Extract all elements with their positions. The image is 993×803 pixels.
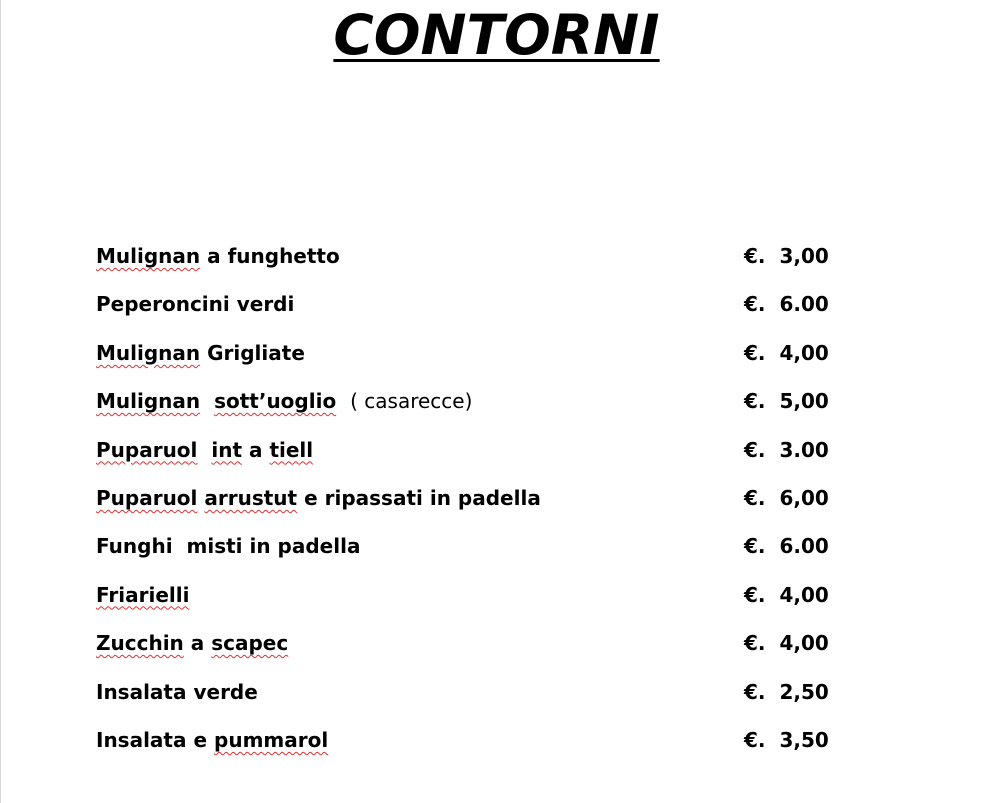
- menu-item: [96, 284, 856, 332]
- item-price: €. 4,00: [744, 582, 829, 607]
- item-name: Puparuol arrustut e ripassati in padella: [96, 485, 541, 510]
- item-name: Zucchin a scapec: [96, 631, 289, 656]
- item-name: Mulignan a funghetto: [96, 244, 340, 268]
- item-price: €. 4,00: [744, 631, 829, 656]
- spellcheck-word: pummarol: [214, 727, 329, 752]
- spellcheck-word: Puparuol: [96, 485, 198, 510]
- item-price: €. 6.00: [744, 292, 829, 317]
- item-price: €. 3,50: [744, 727, 829, 752]
- item-name-text: [96, 389, 350, 413]
- item-note: ( casarecce): [350, 389, 473, 414]
- spellcheck-word: arrustut: [204, 485, 298, 510]
- spellcheck-word: Zucchin: [96, 631, 184, 656]
- item-price: €. 3,00: [744, 244, 829, 268]
- menu-item: [96, 333, 856, 381]
- item-price: €. 2,50: [744, 679, 829, 704]
- page-title: [0, 2, 993, 68]
- menu-item: [96, 381, 856, 429]
- spellcheck-word: Friarielli: [96, 582, 190, 607]
- menu-item: [96, 672, 856, 720]
- item-name: Mulignan Grigliate: [96, 340, 305, 365]
- item-name: Insalata e pummarol: [96, 727, 329, 752]
- item-price: €. 4,00: [744, 340, 829, 365]
- item-name: Funghi misti in padella: [96, 534, 361, 559]
- spellcheck-word: scapec: [211, 631, 289, 656]
- item-price: €. 6.00: [744, 534, 829, 559]
- item-name: Peperoncini verdi: [96, 292, 295, 317]
- menu-item: [96, 623, 856, 671]
- spellcheck-word: Mulignan: [96, 389, 201, 414]
- item-name: [96, 575, 189, 615]
- spellcheck-word: Mulignan: [96, 340, 201, 365]
- menu-item: [96, 720, 856, 768]
- menu-item: [96, 526, 856, 574]
- menu-item: [96, 575, 856, 623]
- item-price: €. 3.00: [744, 437, 829, 462]
- item-price: €. 5,00: [744, 389, 829, 414]
- spellcheck-word: Puparuol: [96, 437, 198, 462]
- item-name-with-note: [96, 381, 472, 421]
- menu-item: [96, 430, 856, 478]
- item-price: €. 6,00: [744, 485, 829, 510]
- menu-list: [96, 236, 856, 768]
- menu-item: [96, 236, 856, 284]
- page-edge: [0, 0, 1, 803]
- spellcheck-word: tiell: [269, 437, 314, 462]
- spellcheck-word: int: [211, 437, 242, 462]
- title-text: CONTORNI: [333, 3, 660, 67]
- item-name: Insalata verde: [96, 679, 258, 704]
- spellcheck-word: Mulignan: [96, 244, 201, 268]
- menu-item: [96, 478, 856, 526]
- spellcheck-word: sott’uoglio: [214, 389, 337, 414]
- item-name: Puparuol int a tiell: [96, 437, 314, 462]
